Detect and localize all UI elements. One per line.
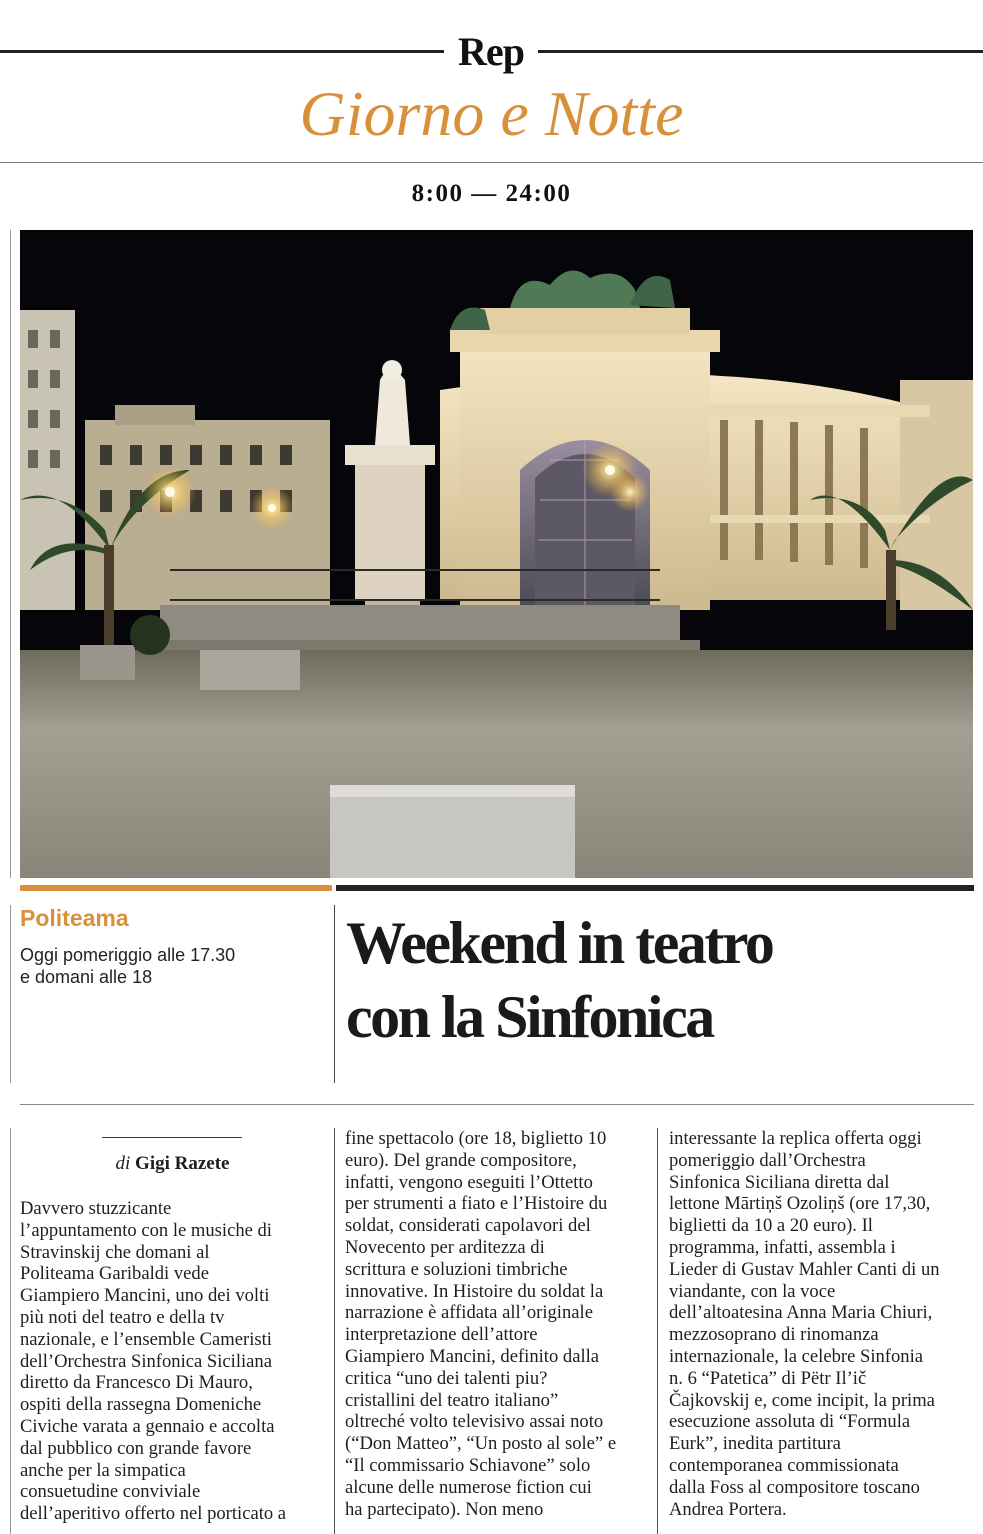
article-text-line: oltreché volto televisivo assai noto xyxy=(345,1411,604,1433)
venue-name: Politeama xyxy=(20,905,129,931)
article-text-line: consuetudine conviviale xyxy=(20,1481,201,1503)
article-text-line: l’appuntamento con le musiche di xyxy=(20,1219,272,1241)
article-text-line: nazionale, e l’ensemble Cameristi xyxy=(20,1328,272,1350)
article-column-1 xyxy=(20,1198,330,1525)
byline xyxy=(20,1153,325,1175)
margin-rule-middle xyxy=(10,905,11,1083)
section-title: Giorno e Notte xyxy=(299,78,684,149)
margin-rule-top xyxy=(10,230,11,878)
body-divider xyxy=(20,1104,974,1105)
article-text-line: Čajkovskij e, come incipit, la prima xyxy=(669,1389,935,1411)
article-text-line: per strumenti a fiato e l’Histoire du xyxy=(345,1193,608,1215)
article-text-line: dell’aperitivo offerto nel porticato a xyxy=(20,1503,287,1525)
article-text-line: “Il commissario Schiavone” solo xyxy=(345,1454,591,1476)
article-text-line: Stravinskij che domani al xyxy=(20,1241,210,1263)
headline-divider xyxy=(334,905,335,1083)
byline-author: Gigi Razete xyxy=(135,1153,230,1174)
hours-label: 8:00 — 24:00 xyxy=(411,180,572,207)
article-text-line: Novecento per arditezza di xyxy=(345,1236,545,1258)
article-text-line: contemporanea commissionata xyxy=(669,1454,899,1476)
brand-logo: Rep xyxy=(458,29,524,74)
article-photo xyxy=(20,230,973,878)
byline-rule xyxy=(102,1137,242,1138)
article-text-line: fine spettacolo (ore 18, biglietto 10 xyxy=(345,1128,607,1149)
article-headline xyxy=(346,906,966,1054)
schedule-line: Oggi pomeriggio alle 17.30 xyxy=(20,945,236,965)
article-text-line: mezzosoprano di rinomanza xyxy=(669,1324,879,1346)
event-schedule xyxy=(20,944,320,988)
article-text-line: innovative. In Histoire du soldat la xyxy=(345,1280,604,1302)
article-text-line: più noti del teatro e della tv xyxy=(20,1306,225,1328)
article-text-line: diretto da Francesco Di Mauro, xyxy=(20,1372,253,1394)
headline-line: Weekend in teatro xyxy=(346,910,773,976)
article-text-line: interpretazione dell’attore xyxy=(345,1324,538,1346)
article-text-line: internazionale, la celebre Sinfonia xyxy=(669,1345,923,1367)
column-rule xyxy=(334,1128,335,1534)
politeama-night-photo xyxy=(20,230,973,878)
article-text-line: Giampiero Mancini, uno dei volti xyxy=(20,1285,270,1307)
article-text-line: cristallini del teatro italiano” xyxy=(345,1389,559,1411)
article-text-line: Civiche varata a gennaio e accolta xyxy=(20,1415,275,1437)
article-text-line: infatti, vengono eseguiti l’Ottetto xyxy=(345,1171,593,1193)
article-text-line: Andrea Portera. xyxy=(669,1498,787,1520)
article-text-line: (“Don Matteo”, “Un posto al sole” e xyxy=(345,1433,617,1455)
article-text-line: Eurk”, inedita partitura xyxy=(669,1433,841,1455)
article-text-line: dalla Foss al compositore toscano xyxy=(669,1476,920,1498)
headline-line: con la Sinfonica xyxy=(346,984,713,1050)
article-text-line: critica “uno dei talenti piu? xyxy=(345,1367,548,1389)
masthead-rule-right xyxy=(538,50,983,53)
article-text-line: ospiti della rassegna Domeniche xyxy=(20,1394,262,1416)
article-text-line: euro). Del grande compositore, xyxy=(345,1149,577,1171)
article-text-line: n. 6 “Patetica” di Pëtr Il’ič xyxy=(669,1367,867,1389)
article-text-line: ha partecipato). Non meno xyxy=(345,1498,544,1520)
venue-accent-bar xyxy=(20,885,332,891)
margin-rule-bottom xyxy=(10,1128,11,1534)
header-divider xyxy=(0,162,983,163)
article-text-line: dell’altoatesina Anna Maria Chiuri, xyxy=(669,1302,933,1324)
article-text-line: programma, infatti, assembla i xyxy=(669,1236,896,1258)
article-text-line: pomeriggio dall’Orchestra xyxy=(669,1149,866,1171)
article-text-line: soldat, considerati capolavori del xyxy=(345,1215,591,1237)
article-text-line: viandante, con la voce xyxy=(669,1280,836,1302)
byline-prefix: di xyxy=(115,1153,131,1174)
article-text-line: dal pubblico con grande favore xyxy=(20,1437,252,1459)
article-text-line: esecuzione assoluta di “Formula xyxy=(669,1411,911,1433)
headline-accent-bar xyxy=(336,885,974,891)
article-text-line: interessante la replica offerta oggi xyxy=(669,1128,922,1149)
article-text-line: Giampiero Mancini, definito dalla xyxy=(345,1345,600,1367)
article-column-2 xyxy=(345,1128,650,1520)
column-rule xyxy=(657,1128,658,1534)
article-text-line: anche per la simpatica xyxy=(20,1459,186,1481)
article-text-line: Davvero stuzzicante xyxy=(20,1198,172,1219)
article-text-line: biglietti da 10 a 20 euro). Il xyxy=(669,1215,873,1237)
article-text-line: dell’Orchestra Sinfonica Siciliana xyxy=(20,1350,272,1372)
article-text-line: scrittura e soluzioni timbriche xyxy=(345,1258,568,1280)
masthead-rule-left xyxy=(0,50,444,53)
article-text-line: alcune delle numerose fiction cui xyxy=(345,1476,592,1498)
article-text-line: Sinfonica Siciliana diretta dal xyxy=(669,1171,890,1193)
article-text-line: lettone Mārtiņš Ozoliņš (ore 17,30, xyxy=(669,1193,931,1215)
schedule-line: e domani alle 18 xyxy=(20,967,153,987)
article-column-3 xyxy=(669,1128,974,1520)
article-text-line: Politeama Garibaldi vede xyxy=(20,1263,209,1285)
article-text-line: narrazione è affidata all’originale xyxy=(345,1302,593,1324)
article-text-line: Lieder di Gustav Mahler Canti di un xyxy=(669,1258,940,1280)
